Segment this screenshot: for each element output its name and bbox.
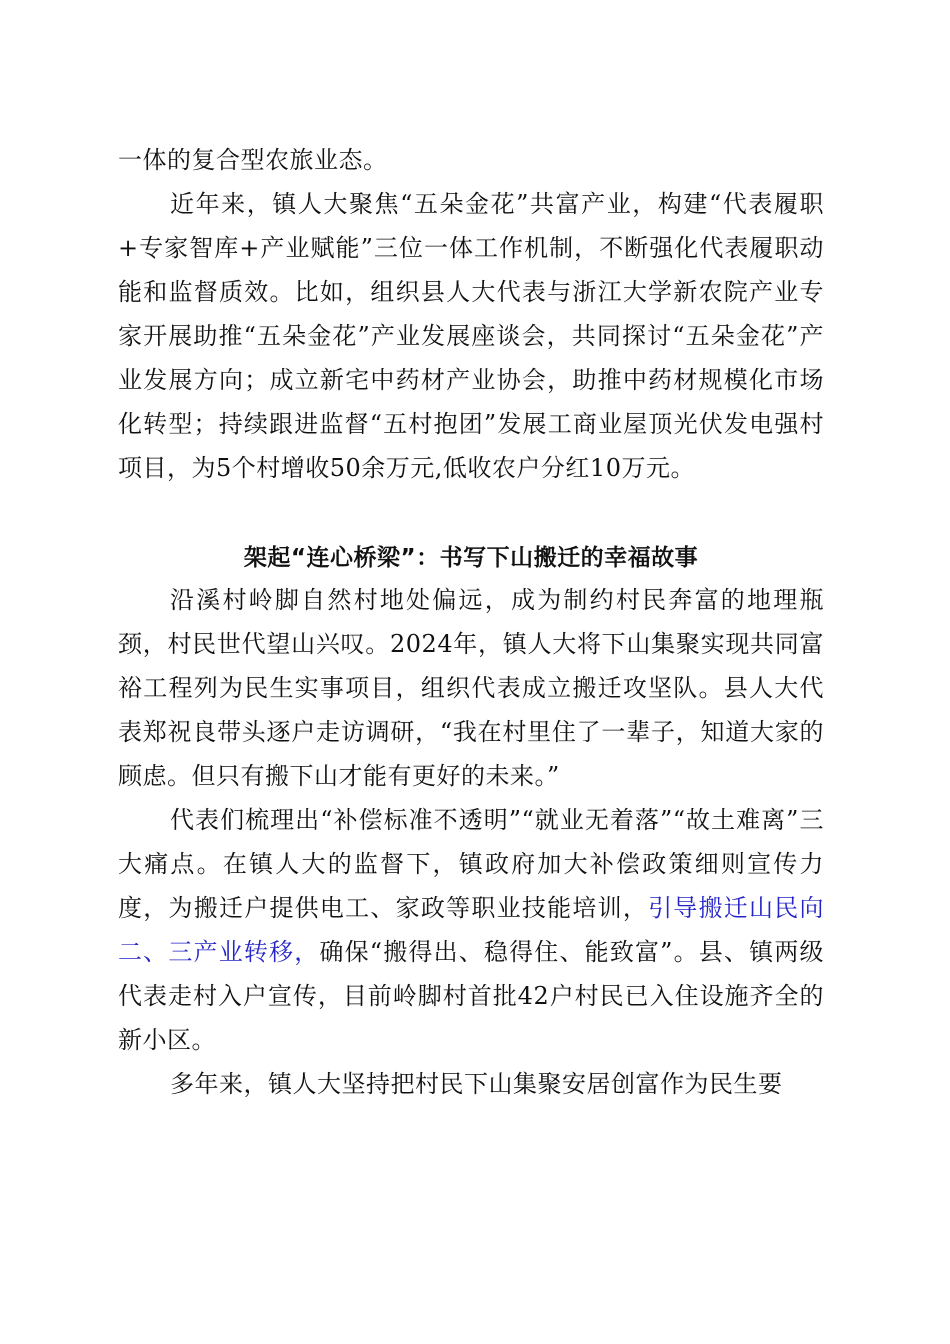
pain-points-text-start: 代表们梳理出“补偿标准不透明”“就业无着落”“故土难离”三大痛点。在镇人大的监督下，镇政府加大补偿政策细则宣传力度，为搬迁户提供电工、家政等职业技能培训， [118,806,824,922]
section-heading: 架起“连心桥梁”：书写下山搬迁的幸福故事 [243,545,699,571]
pain-points-text-end: 确保“搬得出、稳得住、能致富”。县、镇两级代表走村入户宣传，目前岭脚村首批42户村民已入住设施齐全的新小区。 [118,938,824,1054]
document-page [118,138,824,1106]
highlighted-link-text[interactable]: 引导搬迁山民向二、三产业转移， [118,894,825,966]
paragraph-continuation: 一体的复合型农旅业态。 [118,146,388,174]
paragraph-industry: 近年来，镇人大聚焦“五朵金花”共富产业，构建“代表履职+专家智库+产业赋能”三位一体工作机制，不断强化代表履职动能和监督质效。比如，组织县人大代表与浙江大学新农院产业专家开展助推“五朵金花”产业发展座谈会，共同探讨“五朵金花”产业发展方向；成立新宅中药材产业协会，助推中药材规模化市场化转型；持续跟进监督“五村抱团”发展工商业屋顶光伏发电强村项目，为5个村增收50余万元,低收农户分红10万元。 [118,190,824,482]
paragraph-pain-points [118,798,824,1062]
paragraph-conclusion: 多年来，镇人大坚持把村民下山集聚安居创富作为民生要 [170,1070,783,1098]
paragraph-relocation-intro: 沿溪村岭脚自然村地处偏远，成为制约村民奔富的地理瓶颈，村民世代望山兴叹。2024年，镇人大将下山集聚实现共同富裕工程列为民生实事项目，组织代表成立搬迁攻坚队。县人大代表郑祝良带头逐户走访调研，“我在村里住了一辈子，知道大家的顾虑。但只有搬下山才能有更好的未来。” [118,586,824,790]
